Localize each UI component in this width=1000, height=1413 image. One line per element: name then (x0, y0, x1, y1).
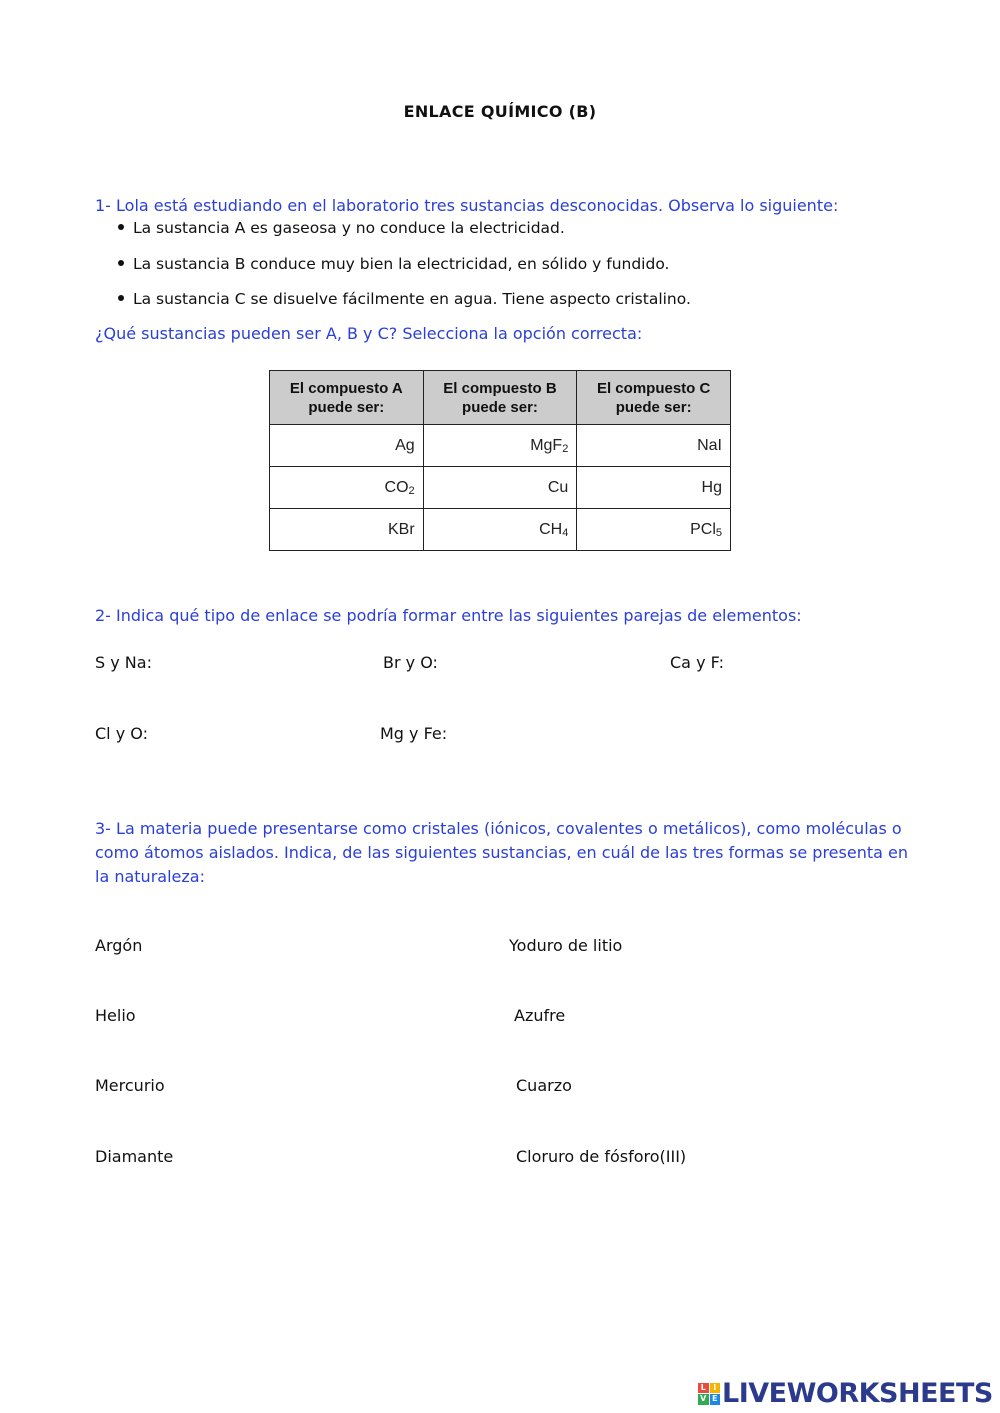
option-cell[interactable]: KBr (270, 509, 424, 551)
column-header-b: El compuesto B puede ser: (423, 371, 577, 425)
table-row (270, 467, 731, 509)
table-row (270, 425, 731, 467)
pair-label: Ca y F: (670, 653, 724, 672)
option-cell[interactable]: Ag (270, 425, 424, 467)
substance-label: Cuarzo (516, 1076, 572, 1095)
bullet-dot-icon (118, 260, 124, 266)
bullet-item: La sustancia A es gaseosa y no conduce la electricidad. (118, 219, 565, 237)
liveworksheets-logo-icon (698, 1383, 720, 1405)
pair-label: S y Na: (95, 653, 152, 672)
compound-options-table (269, 370, 731, 551)
question-2-text: 2- Indica qué tipo de enlace se podría formar entre las siguientes parejas de elementos: (95, 606, 802, 625)
option-cell[interactable]: MgF$_2$ (423, 425, 577, 467)
substance-label: Yoduro de litio (509, 936, 623, 955)
logo-letter: E (710, 1394, 721, 1405)
pair-label: Mg y Fe: (380, 724, 448, 743)
column-header-c: El compuesto C puede ser: (577, 371, 731, 425)
column-header-a: El compuesto A puede ser: (270, 371, 424, 425)
substance-label: Helio (95, 1006, 136, 1025)
bullet-dot-icon (118, 295, 124, 301)
bullet-item: La sustancia C se disuelve fácilmente en agua. Tiene aspecto cristalino. (118, 290, 691, 308)
option-cell[interactable]: PCl$_5$ (577, 509, 731, 551)
option-cell[interactable]: Hg (577, 467, 731, 509)
question-1-text: 1- Lola está estudiando en el laboratorio tres sustancias desconocidas. Observa lo siguiente: (95, 196, 839, 215)
logo-wordmark: LIVEWORKSHEETS (722, 1378, 993, 1409)
substance-label: Diamante (95, 1147, 174, 1166)
question-1-prompt: ¿Qué sustancias pueden ser A, B y C? Selecciona la opción correcta: (95, 324, 643, 343)
logo-letter: V (698, 1394, 709, 1405)
bullet-dot-icon (118, 224, 124, 230)
option-cell[interactable]: $CH_4$ (423, 509, 577, 551)
logo-letter: I (710, 1383, 721, 1394)
option-cell[interactable]: $CO_2$ (270, 467, 424, 509)
substance-label: Mercurio (95, 1076, 165, 1095)
pair-label: Cl y O: (95, 724, 148, 743)
substance-label: Cloruro de fósforo(III) (516, 1147, 687, 1166)
substance-label: Argón (95, 936, 143, 955)
table-row (270, 509, 731, 551)
substance-label: Azufre (514, 1006, 566, 1025)
logo-letter: L (698, 1383, 709, 1394)
option-cell[interactable]: NaI (577, 425, 731, 467)
bullet-item: La sustancia B conduce muy bien la electricidad, en sólido y fundido. (118, 255, 669, 273)
question-3-text: 3- La materia puede presentarse como cristales (iónicos, covalentes o metálicos), como moléculas o como átomos aislados. Indica, de las siguientes sustancias, en cuál de las tres formas se presenta en la naturaleza: (95, 819, 908, 886)
page-title: ENLACE QUÍMICO (B) (403, 102, 597, 121)
liveworksheets-logo (698, 1378, 993, 1409)
pair-label: Br y O: (383, 653, 438, 672)
option-cell[interactable]: Cu (423, 467, 577, 509)
